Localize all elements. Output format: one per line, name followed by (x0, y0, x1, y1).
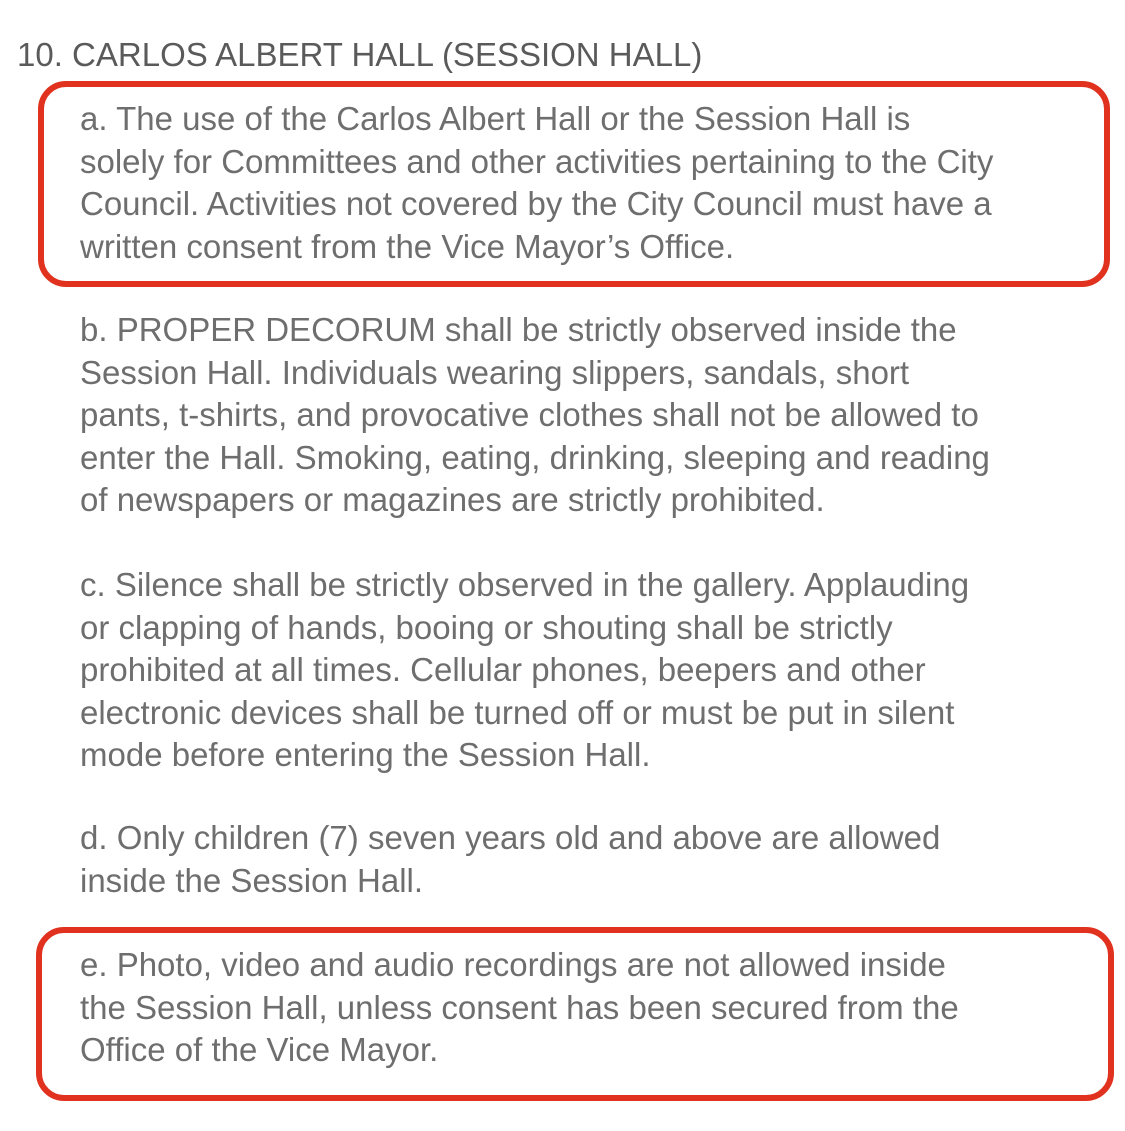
rule-c-line: mode before entering the Session Hall. (80, 736, 651, 773)
rule-c-line: or clapping of hands, booing or shouting shall be strictly (80, 608, 893, 646)
rule-paragraph-e (80, 944, 1090, 1072)
rule-paragraph-d (80, 817, 1090, 902)
rule-b-line: b. PROPER DECORUM shall be strictly observed inside the (80, 311, 957, 348)
rule-e-line: Office of the Vice Mayor. (80, 1031, 439, 1068)
section-heading: 10. CARLOS ALBERT HALL (SESSION HALL) (17, 36, 703, 73)
rule-b-line: Session Hall. Individuals wearing slippers, sandals, short (80, 353, 910, 391)
rule-e-line: the Session Hall, unless consent has been secured from the (80, 988, 959, 1026)
rule-b-line: pants, t-shirts, and provocative clothes shall not be allowed to (80, 396, 979, 433)
rule-b-line: enter the Hall. Smoking, eating, drinking, sleeping and reading (80, 438, 990, 476)
rule-a-line: written consent from the Vice Mayor’s Office. (80, 227, 735, 265)
rule-a-line: solely for Committees and other activities pertaining to the City (80, 142, 994, 180)
rule-d-line: d. Only children (7) seven years old and above are allowed (80, 819, 941, 856)
rule-a-line: Council. Activities not covered by the City Council must have a (80, 185, 992, 222)
rule-e-line: e. Photo, video and audio recordings are not allowed inside (80, 946, 946, 983)
rule-paragraph-a (80, 98, 1090, 268)
rule-b-line: of newspapers or magazines are strictly prohibited. (80, 481, 825, 518)
rule-paragraph-c (80, 564, 1090, 777)
rule-a-line: a. The use of the Carlos Albert Hall or the Session Hall is (80, 100, 911, 137)
rule-c-line: c. Silence shall be strictly observed in the gallery. Applauding (80, 566, 970, 603)
rule-c-line: prohibited at all times. Cellular phones, beepers and other (80, 651, 926, 688)
rule-c-line: electronic devices shall be turned off or must be put in silent (80, 693, 955, 731)
rule-d-line: inside the Session Hall. (80, 861, 424, 899)
rule-paragraph-b (80, 309, 1090, 522)
